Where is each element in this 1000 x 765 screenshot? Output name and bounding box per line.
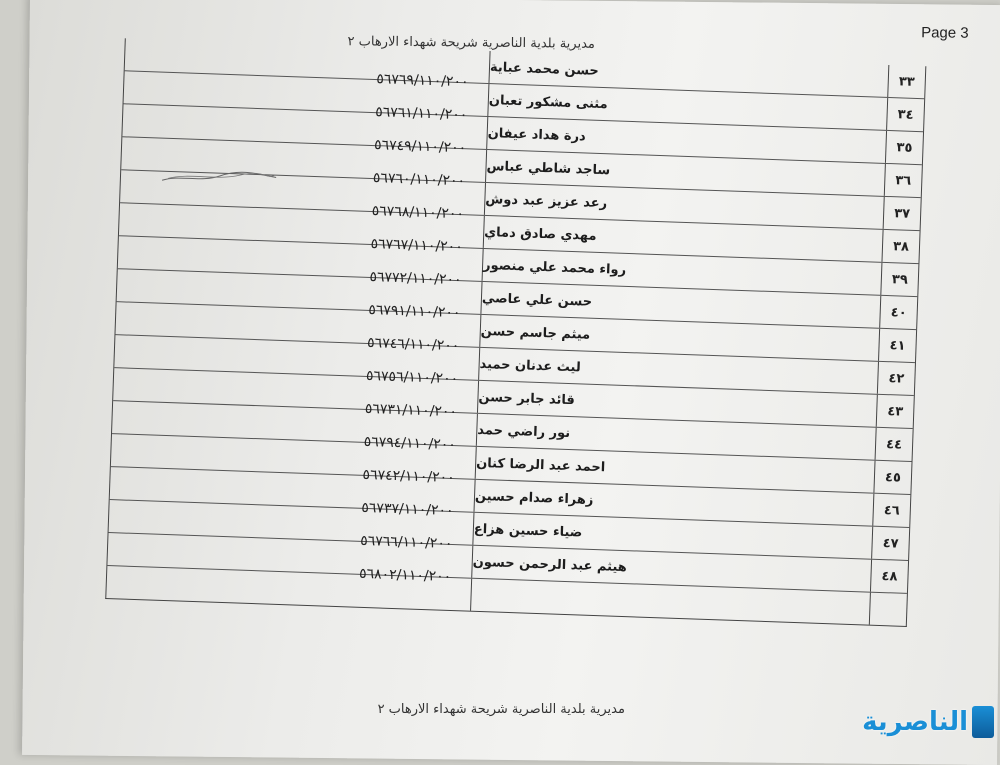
document-page	[22, 0, 1000, 765]
row-code: ٥٦٧٩٤/١١٠/٢٠٠	[363, 433, 457, 454]
row-name: مهدي صادق دماي	[483, 216, 884, 262]
row-number: ٣٥	[885, 131, 923, 164]
row-name: مثنى مشكور تعبان	[487, 84, 888, 130]
row-code: ٥٦٨٠٢/١١٠/٢٠٠	[358, 565, 452, 586]
row-name: ضياء حسين هزاع	[472, 513, 873, 559]
row-number: ٤٦	[872, 494, 910, 527]
row-code: ٥٦٧٦٠/١١٠/٢٠٠	[372, 170, 466, 190]
row-code: ٥٦٧٣١/١١٠/٢٠٠	[364, 400, 458, 421]
row-number: ٣٣	[887, 65, 925, 98]
names-table	[105, 38, 926, 627]
row-code: ٥٦٧٥٦/١١٠/٢٠٠	[365, 367, 459, 388]
row-number: ٣٤	[886, 98, 924, 131]
logo-text: الناصرية	[862, 707, 968, 737]
row-code: ٥٦٧٦٨/١١٠/٢٠٠	[371, 203, 465, 223]
watermark-logo	[854, 702, 994, 742]
row-number: ٣٧	[883, 197, 921, 230]
row-code	[106, 582, 471, 627]
row-name: زهراء صدام حسين	[474, 480, 875, 526]
row-name: رعد عزيز عبد دوش	[484, 183, 885, 229]
row-name: ميثم جاسم حسن	[479, 315, 880, 361]
row-number: ٣٦	[884, 164, 922, 197]
row-code: ٥٦٧٦٦/١١٠/٢٠٠	[359, 532, 453, 553]
row-name: حسن محمد عباية	[488, 51, 889, 97]
row-name: نور راضي حمد	[476, 414, 877, 460]
page-number: Page 3	[921, 24, 969, 42]
document-footer: مديرية بلدية الناصرية شريحة شهداء الارهاب ٢	[377, 701, 625, 717]
row-number	[869, 593, 907, 626]
row-code: ٥٦٧٩١/١١٠/٢٠٠	[368, 301, 461, 322]
row-name: حسن علي عاصي	[480, 282, 881, 328]
row-code: ٥٦٧٤٩/١١٠/٢٠٠	[373, 137, 467, 157]
row-number: ٤٣	[876, 395, 914, 428]
row-code: ٥٦٧٦٧/١١٠/٢٠٠	[370, 236, 464, 256]
document-header: مديرية بلدية الناصرية شريحة شهداء الارهاب ٢	[347, 34, 595, 52]
row-name: احمد عبد الرضا كنان	[475, 447, 876, 493]
row-name: هيثم عبد الرحمن حسون	[471, 546, 872, 592]
row-code: ٥٦٧٣٧/١١٠/٢٠٠	[361, 499, 454, 520]
row-name: ليث عدنان حميد	[478, 348, 879, 394]
row-code: ٥٦٧٦٩/١١٠/٢٠٠	[376, 71, 469, 91]
row-number: ٤١	[878, 329, 916, 362]
row-number: ٤٢	[877, 362, 915, 395]
row-number: ٤٥	[873, 461, 911, 494]
row-name: قائد جابر حسن	[477, 381, 878, 427]
row-code: ٥٦٧٤٢/١١٠/٢٠٠	[362, 466, 455, 487]
row-name: ساجد شاطي عباس	[485, 150, 886, 196]
row-number: ٤٠	[879, 296, 917, 329]
row-number: ٤٧	[871, 527, 909, 560]
row-number: ٣٩	[880, 263, 918, 296]
row-number: ٤٤	[875, 428, 913, 461]
logo-icon	[972, 706, 994, 738]
row-code: ٥٦٧٧٢/١١٠/٢٠٠	[369, 268, 462, 289]
row-name: رواء محمد علي منصور	[482, 249, 883, 295]
row-code: ٥٦٧٤٦/١١٠/٢٠٠	[366, 334, 460, 355]
signature-scribble	[160, 166, 280, 187]
row-name: درة هداد عيفان	[486, 117, 887, 163]
row-number: ٤٨	[870, 560, 908, 593]
row-number: ٣٨	[881, 230, 919, 263]
row-code: ٥٦٧٦١/١١٠/٢٠٠	[374, 104, 468, 124]
